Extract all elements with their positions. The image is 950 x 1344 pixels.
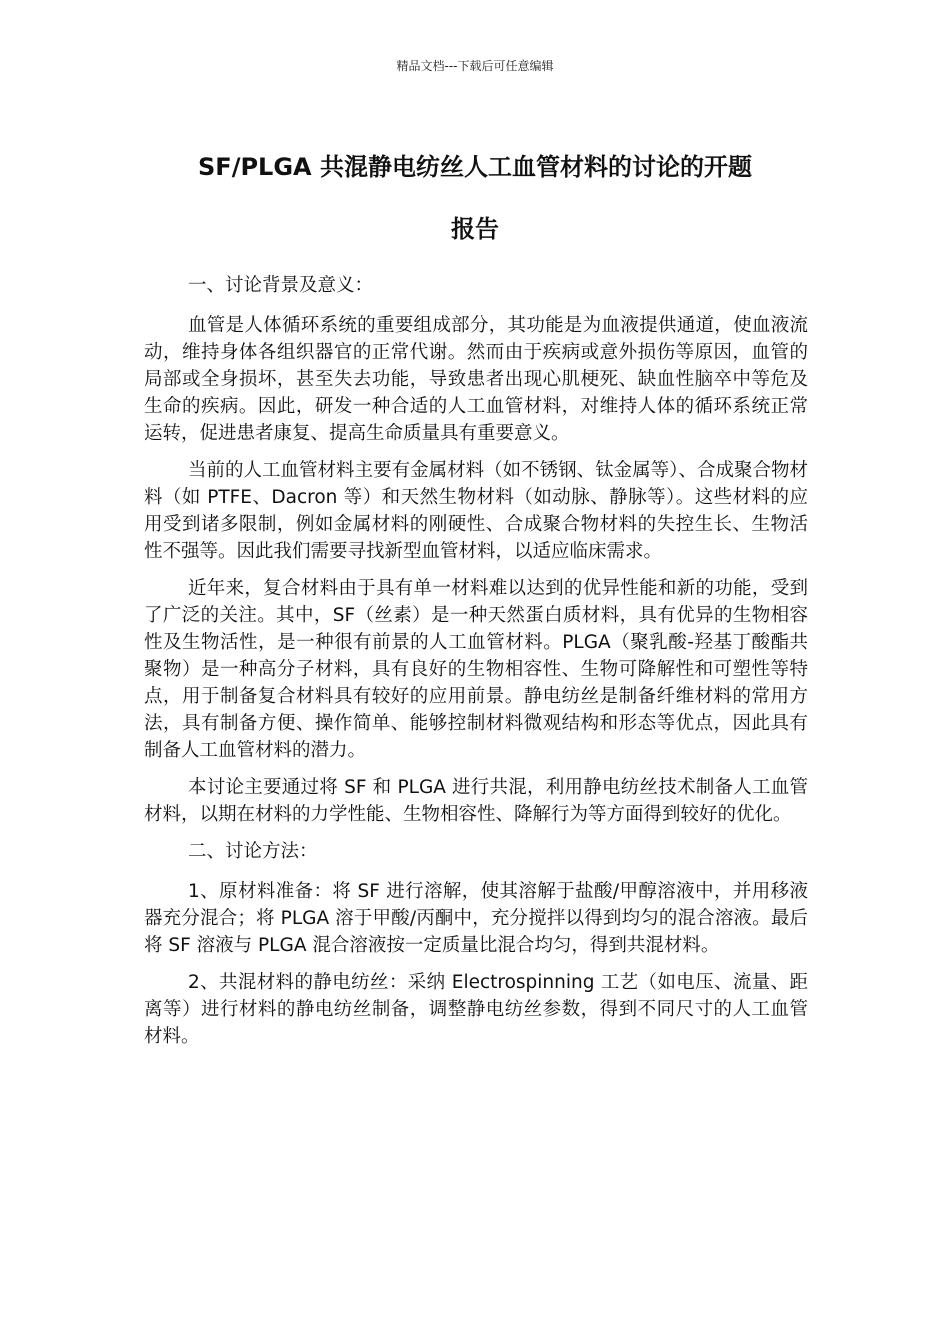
paragraph-electrospinning: 2、共混材料的静电纺丝：采纳 Electrospinning 工艺（如电压、流量、距离等）进行材料的静电纺丝制备，调整静电纺丝参数，得到不同尺寸的人工血管材料。 bbox=[144, 972, 808, 1047]
paragraph-current-materials: 当前的人工血管材料主要有金属材料（如不锈钢、钛金属等）、合成聚合物材料（如 PTFE、Dacron 等）和天然生物材料（如动脉、静脉等）。这些材料的应用受到诸多限制，例如金属材料的刚硬性、合成聚合物材料的失控生长、生物活性不强等。因此我们需要寻找新型血管材料，以适应临床需求。 bbox=[144, 460, 808, 562]
section-heading-background: 一、讨论背景及意义： bbox=[188, 275, 374, 296]
section-heading-methods: 二、讨论方法： bbox=[188, 841, 318, 862]
paragraph-vessel-importance: 血管是人体循环系统的重要组成部分，其功能是为血液提供通道，使血液流动，维持身体各组织器官的正常代谢。然而由于疾病或意外损伤等原因，血管的局部或全身损坏，甚至失去功能，导致患者出现心肌梗死、缺血性脑卒中等危及生命的疾病。因此，研发一种合适的人工血管材料，对维持人体的循环系统正常运转，促进患者康复、提高生命质量具有重要意义。 bbox=[144, 315, 808, 444]
header-note: 精品文档---下载后可任意编辑 bbox=[396, 59, 554, 73]
paragraph-raw-material-prep: 1、原材料准备：将 SF 进行溶解，使其溶解于盐酸/甲醇溶液中，并用移液器充分混合；将 PLGA 溶于甲酸/丙酮中，充分搅拌以得到均匀的混合溶液。最后将 SF 溶液与 PLGA 混合溶液按一定质量比混合均匀，得到共混材料。 bbox=[144, 881, 808, 956]
title-line-1: SF/PLGA 共混静电纺丝人工血管材料的讨论的开题 bbox=[198, 153, 752, 181]
paragraph-composite-materials: 近年来，复合材料由于具有单一材料难以达到的优异性能和新的功能，受到了广泛的关注。其中，SF（丝素）是一种天然蛋白质材料，具有优异的生物相容性及生物活性，是一种很有前景的人工血管材料。PLGA（聚乳酸-羟基丁酸酯共聚物）是一种高分子材料，具有良好的生物相容性、生物可降解性和可塑性等特点，用于制备复合材料具有较好的应用前景。静电纺丝是制备纤维材料的常用方法，具有制备方便、操作简单、能够控制材料微观结构和形态等优点，因此具有制备人工血管材料的潜力。 bbox=[144, 578, 808, 761]
title-line-2: 报告 bbox=[451, 215, 499, 243]
paragraph-study-aim: 本讨论主要通过将 SF 和 PLGA 进行共混，利用静电纺丝技术制备人工血管材料，以期在材料的力学性能、生物相容性、降解行为等方面得到较好的优化。 bbox=[144, 777, 808, 825]
document-body bbox=[144, 272, 808, 1060]
document-title bbox=[140, 136, 810, 260]
